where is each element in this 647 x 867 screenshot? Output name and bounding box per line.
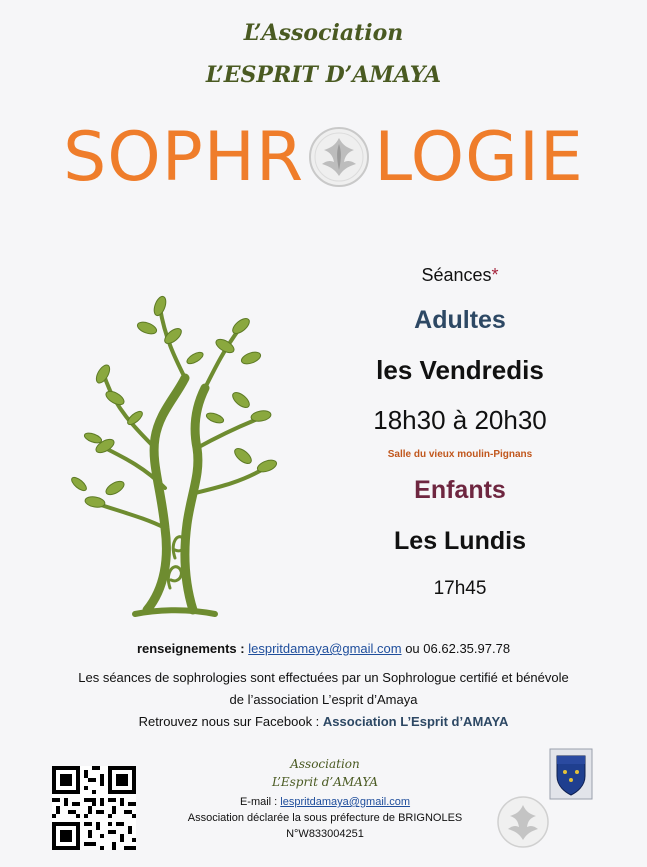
venue-label: Salle du vieux moulin-Pignans <box>387 449 533 460</box>
enfants-day: Les Lundis <box>394 527 526 555</box>
title-part-2: LOGIE <box>374 117 584 197</box>
phone-number: 06.62.35.97.78 <box>423 641 511 656</box>
association-label: L’Association <box>243 20 404 46</box>
association-name: L’ESPRIT D’AMAYA <box>205 62 442 88</box>
enfants-time: 17h45 <box>433 578 487 599</box>
description-line-2: de l’association L’esprit d’Amaya <box>229 692 418 707</box>
or-text: ou <box>405 641 420 656</box>
footer-assoc-label: Association <box>290 757 360 771</box>
footer-declaration: Association déclarée la sous préfecture de BRIGNOLES <box>187 812 463 824</box>
footer-email-label: E-mail : <box>239 796 278 808</box>
title-part-1: SOPHR <box>63 117 305 197</box>
footer-email-line <box>160 796 490 808</box>
seances-label <box>330 265 590 286</box>
footer-email-link[interactable]: lespritdamaya@gmail.com <box>280 796 411 808</box>
renseignements-label: renseignements : <box>136 641 245 656</box>
phoenix-logo-icon <box>308 126 370 188</box>
adultes-time: 18h30 à 20h30 <box>373 405 547 435</box>
facebook-page-name[interactable]: Association L’Esprit d’AMAYA <box>322 714 509 729</box>
adultes-heading: Adultes <box>414 306 506 334</box>
contact-email-link[interactable]: lespritdamaya@gmail.com <box>248 641 402 656</box>
adultes-day: les Vendredis <box>376 355 544 385</box>
qr-code-icon <box>52 766 136 850</box>
crest-icon <box>549 748 593 800</box>
seances-text: Séances <box>421 265 492 285</box>
footer-registration: N°W833004251 <box>286 828 364 840</box>
description-line-1: Les séances de sophrologies sont effectuées par un Sophrologue certifié et bénévole <box>78 670 569 685</box>
facebook-prefix: Retrouvez nous sur Facebook : <box>138 714 320 729</box>
tree-illustration <box>65 288 285 618</box>
contact-line <box>0 641 647 656</box>
phoenix-logo-small-icon <box>496 795 550 849</box>
footer-assoc-name: L’Esprit d’AMAYA <box>271 775 378 789</box>
enfants-heading: Enfants <box>414 476 506 504</box>
page-title <box>0 112 647 202</box>
facebook-line <box>0 714 647 729</box>
seances-asterisk: * <box>491 265 499 285</box>
